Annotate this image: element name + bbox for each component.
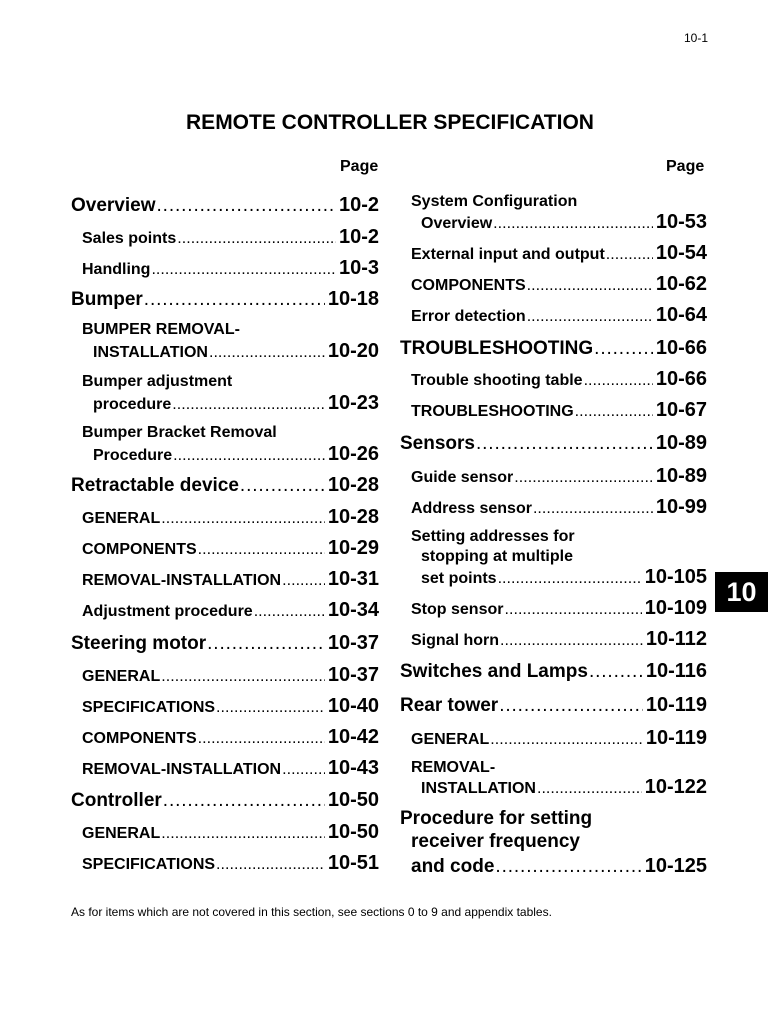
footnote: As for items which are not covered in this section, see sections 0 to 9 and appendix tables. [71, 905, 552, 919]
leader-dots [216, 699, 325, 717]
toc-entry-label: Overview [71, 195, 156, 216]
toc-entry-page: 10-34 [327, 599, 379, 621]
toc-entry-page: 10-89 [655, 432, 707, 454]
toc-entry-label: Steering motor [71, 633, 207, 654]
toc-entry-label: Procedure [93, 447, 173, 464]
leader-dots [157, 195, 336, 217]
toc-entry-label: GENERAL [411, 731, 490, 748]
toc-entry-label: Address sensor [411, 500, 532, 517]
toc-entry-page: 10-26 [327, 443, 379, 465]
leader-dots [161, 510, 325, 528]
toc-entry[interactable] [411, 628, 707, 651]
toc-entry-label: GENERAL [82, 668, 161, 685]
toc-entry[interactable] [71, 632, 379, 655]
toc-entry[interactable] [411, 242, 707, 265]
leader-dots [172, 396, 325, 414]
toc-entry[interactable] [411, 465, 707, 488]
toc-entry-label: Signal horn [411, 632, 499, 649]
toc-entry[interactable] [421, 776, 707, 799]
leader-dots [537, 780, 642, 798]
toc-entry[interactable] [411, 496, 707, 519]
leader-dots [589, 661, 643, 683]
column-header-left: Page [340, 158, 379, 175]
toc-entry-label: External input and output [411, 246, 605, 263]
toc-entry-label: Adjustment procedure [82, 603, 253, 620]
toc-entry-page: 10-42 [327, 726, 379, 748]
toc-entry-first-line: Bumper adjustment [82, 373, 233, 390]
toc-entry[interactable] [411, 855, 707, 878]
leader-dots [254, 603, 325, 621]
leader-dots [209, 344, 325, 362]
toc-entry-page: 10-37 [327, 664, 379, 686]
toc-entry-label: Guide sensor [411, 469, 514, 486]
toc-entry-label: Rear tower [400, 695, 499, 716]
toc-entry-page: 10-40 [327, 695, 379, 717]
leader-dots [163, 790, 325, 812]
leader-dots [500, 632, 643, 650]
toc-entry-page: 10-3 [338, 257, 379, 279]
toc-entry-page: 10-105 [644, 566, 707, 588]
toc-entry[interactable] [400, 660, 707, 683]
toc-entry[interactable] [411, 597, 707, 620]
page-number: 10-1 [683, 31, 708, 45]
leader-dots [216, 856, 325, 874]
toc-entry[interactable] [400, 694, 707, 717]
toc-entry-page: 10-116 [645, 660, 707, 682]
toc-entry-label: COMPONENTS [82, 730, 197, 747]
leader-dots [493, 215, 653, 233]
toc-entry-label: Handling [82, 261, 151, 278]
toc-entry[interactable] [82, 257, 379, 280]
toc-entry-page: 10-29 [327, 537, 379, 559]
toc-entry[interactable] [71, 789, 379, 812]
toc-entry-second-line: stopping at multiple [421, 548, 573, 565]
toc-entry-first-line: REMOVAL- [411, 759, 496, 776]
leader-dots [151, 261, 336, 279]
leader-dots [504, 601, 641, 619]
leader-dots [584, 372, 653, 390]
toc-entry-label: and code [411, 856, 495, 877]
toc-entry-page: 10-31 [327, 568, 379, 590]
toc-entry-label: INSTALLATION [421, 780, 536, 797]
toc-entry-page: 10-99 [655, 496, 707, 518]
toc-entry-first-line: Procedure for setting [400, 808, 593, 829]
toc-entry-label: Bumper [71, 289, 143, 310]
toc-entry-label: TROUBLESHOOTING [411, 403, 574, 420]
toc-entry-page: 10-2 [338, 226, 379, 248]
toc-entry-first-line: Bumper Bracket Removal [82, 424, 277, 441]
toc-entry-label: set points [421, 570, 497, 587]
leader-dots [240, 475, 325, 497]
toc-entry[interactable] [93, 340, 379, 363]
leader-dots [198, 730, 325, 748]
toc-entry[interactable] [400, 432, 707, 455]
toc-entry[interactable] [71, 194, 379, 217]
toc-entry-label: Controller [71, 790, 162, 811]
toc-entry[interactable] [82, 568, 379, 591]
toc-entry-page: 10-119 [645, 727, 707, 749]
toc-entry-page: 10-50 [327, 821, 379, 843]
toc-entry[interactable] [82, 852, 379, 875]
toc-entry[interactable] [82, 537, 379, 560]
toc-entry-page: 10-62 [655, 273, 707, 295]
leader-dots [527, 308, 653, 326]
toc-entry-second-line: receiver frequency [411, 831, 580, 852]
toc-entry-label: REMOVAL-INSTALLATION [82, 761, 282, 778]
toc-entry-label: COMPONENTS [411, 277, 526, 294]
leader-dots [498, 570, 642, 588]
leader-dots [594, 338, 653, 360]
toc-entry[interactable] [82, 506, 379, 529]
toc-entry-page: 10-89 [655, 465, 707, 487]
toc-entry-label: Switches and Lamps [400, 661, 588, 682]
toc-entry-label: Trouble shooting table [411, 372, 583, 389]
toc-entry-label: SPECIFICATIONS [82, 699, 216, 716]
leader-dots [198, 541, 325, 559]
toc-entry-label: Sales points [82, 230, 177, 247]
toc-entry-page: 10-119 [645, 694, 707, 716]
toc-entry-first-line: Setting addresses for [411, 528, 575, 545]
toc-entry-page: 10-28 [327, 474, 379, 496]
toc-entry-page: 10-66 [655, 368, 707, 390]
toc-entry-label: procedure [93, 396, 172, 413]
toc-entry-page: 10-122 [644, 776, 707, 798]
leader-dots [161, 668, 325, 686]
toc-entry[interactable] [421, 566, 707, 589]
toc-entry-page: 10-125 [644, 855, 707, 877]
page-title: REMOTE CONTROLLER SPECIFICATION [186, 111, 594, 134]
toc-entry[interactable] [82, 695, 379, 718]
toc-entry-page: 10-18 [327, 288, 379, 310]
toc-entry[interactable] [93, 392, 379, 415]
toc-entry-page: 10-23 [327, 392, 379, 414]
toc-entry-label: Overview [421, 215, 493, 232]
toc-entry-page: 10-67 [655, 399, 707, 421]
toc-entry[interactable] [82, 599, 379, 622]
leader-dots [499, 695, 643, 717]
toc-entry[interactable] [411, 273, 707, 296]
leader-dots [606, 246, 653, 264]
toc-entry-page: 10-64 [655, 304, 707, 326]
toc-entry-label: REMOVAL-INSTALLATION [82, 572, 282, 589]
toc-entry-page: 10-2 [338, 194, 379, 216]
toc-entry-label: INSTALLATION [93, 344, 208, 361]
leader-dots [527, 277, 653, 295]
toc-entry[interactable] [411, 368, 707, 391]
leader-dots [476, 433, 653, 455]
toc-entry[interactable] [421, 211, 707, 234]
toc-entry-label: GENERAL [82, 825, 161, 842]
leader-dots [161, 825, 325, 843]
toc-entry[interactable] [71, 288, 379, 311]
leader-dots [533, 500, 653, 518]
leader-dots [282, 572, 325, 590]
toc-entry-page: 10-37 [327, 632, 379, 654]
toc-entry-label: Retractable device [71, 475, 239, 496]
toc-entry-page: 10-109 [644, 597, 707, 619]
toc-entry-label: TROUBLESHOOTING [400, 338, 594, 359]
leader-dots [490, 731, 643, 749]
toc-entry-page: 10-112 [645, 628, 707, 650]
toc-entry[interactable] [82, 664, 379, 687]
toc-entry-page: 10-66 [655, 337, 707, 359]
toc-entry[interactable] [82, 821, 379, 844]
toc-entry[interactable] [82, 726, 379, 749]
toc-entry-page: 10-43 [327, 757, 379, 779]
leader-dots [575, 403, 653, 421]
toc-entry-page: 10-54 [655, 242, 707, 264]
toc-entry-label: Stop sensor [411, 601, 504, 618]
section-tab: 10 [715, 572, 768, 612]
toc-entry[interactable] [82, 226, 379, 249]
toc-entry-first-line: System Configuration [411, 193, 578, 210]
leader-dots [177, 230, 336, 248]
toc-entry-label: Error detection [411, 308, 526, 325]
toc-entry-page: 10-53 [655, 211, 707, 233]
toc-entry-label: SPECIFICATIONS [82, 856, 216, 873]
toc-entry[interactable] [93, 443, 379, 466]
leader-dots [495, 856, 641, 878]
leader-dots [144, 289, 325, 311]
leader-dots [514, 469, 653, 487]
toc-entry-page: 10-51 [327, 852, 379, 874]
toc-entry[interactable] [411, 727, 707, 750]
leader-dots [207, 633, 325, 655]
toc-entry[interactable] [411, 399, 707, 422]
leader-dots [282, 761, 325, 779]
toc-entry-page: 10-20 [327, 340, 379, 362]
toc-entry[interactable] [411, 304, 707, 327]
toc-entry-page: 10-50 [327, 789, 379, 811]
toc-entry[interactable] [82, 757, 379, 780]
toc-entry-label: COMPONENTS [82, 541, 197, 558]
toc-entry-label: Sensors [400, 433, 475, 454]
toc-entry-page: 10-28 [327, 506, 379, 528]
toc-entry[interactable] [400, 337, 707, 360]
toc-entry-first-line: BUMPER REMOVAL- [82, 321, 240, 338]
column-header-right: Page [666, 158, 705, 175]
toc-entry-label: GENERAL [82, 510, 161, 527]
toc-entry[interactable] [71, 474, 379, 497]
leader-dots [173, 447, 325, 465]
